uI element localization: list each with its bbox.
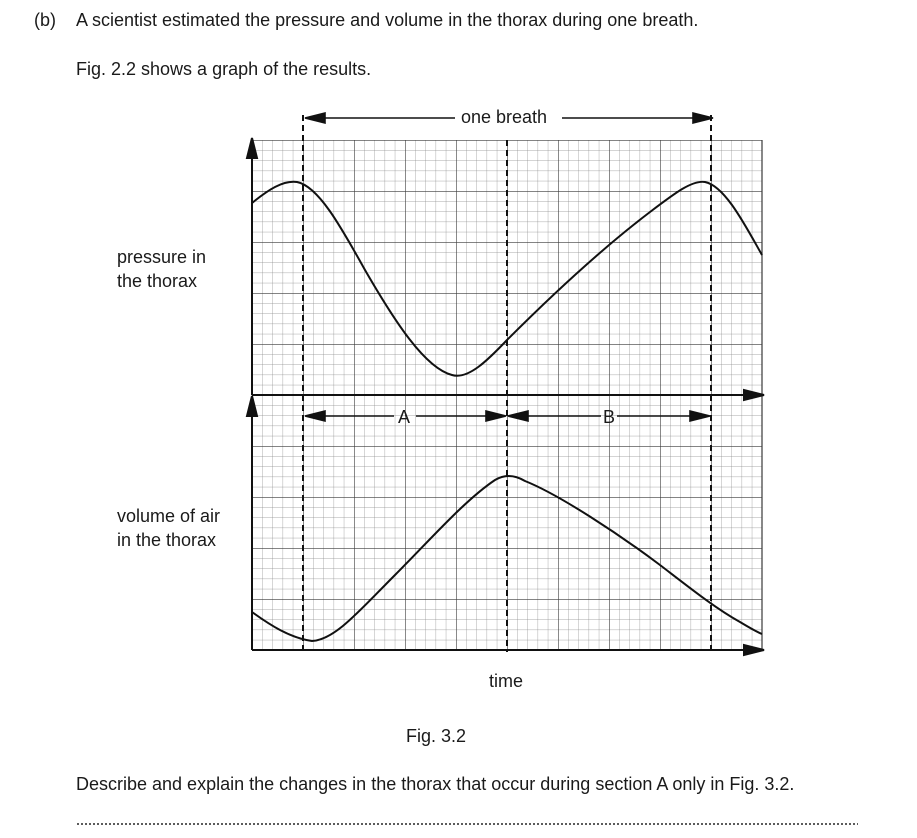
question-part-label: (b) [34, 10, 56, 30]
time-axis-label: time [489, 671, 524, 691]
section-b-label: B [603, 407, 616, 427]
section-a-label: A [398, 407, 411, 427]
one-breath-label: one breath [461, 107, 548, 127]
figure-intro: Fig. 2.2 shows a graph of the results. [76, 59, 372, 79]
volume-axis-label: volume of air in the thorax [117, 506, 221, 550]
figure-caption: Fig. 3.2 [406, 726, 467, 746]
question-instruction: Describe and explain the changes in the thorax that occur during section A only in Fig. 3.2. [76, 774, 795, 794]
answer-line[interactable] [76, 822, 858, 826]
pressure-axis-label: pressure in the thorax [117, 247, 207, 291]
question-text: A scientist estimated the pressure and volume in the thorax during one breath. [76, 10, 699, 30]
